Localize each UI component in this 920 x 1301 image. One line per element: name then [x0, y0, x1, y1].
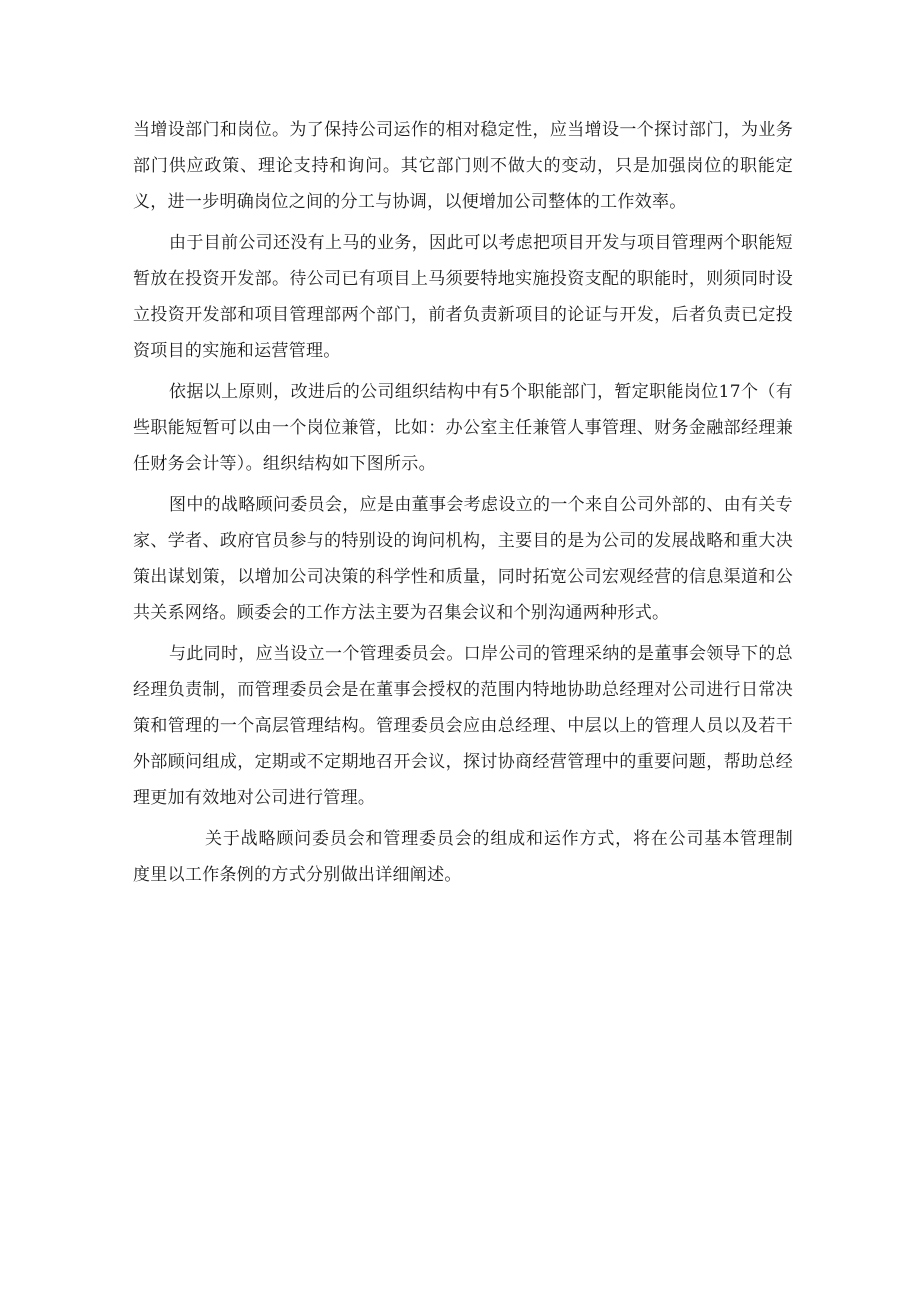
paragraph-continuation: 当增设部门和岗位。为了保持公司运作的相对稳定性，应当增设一个探讨部门，为业务部门供应政策、理论支持和询问。其它部门则不做大的变动，只是加强岗位的职能定义，进一步明确岗位之间的分工与协调，以便增加公司整体的工作效率。 [133, 120, 793, 212]
paragraph-org-structure: 依据以上原则，改进后的公司组织结构中有5个职能部门，暂定职能岗位17个（有些职能短暂可以由一个岗位兼管，比如：办公室主任兼管人事管理、财务金融部经理兼任财务会计等）。组织结构如下图所示。 [133, 382, 793, 474]
paragraph-project-development: 由于目前公司还没有上马的业务，因此可以考虑把项目开发与项目管理两个职能短暂放在投资开发部。待公司已有项目上马须要特地实施投资支配的职能时，则须同时设立投资开发部和项目管理部两个部门，前者负责新项目的论证与开发，后者负责已定投资项目的实施和运营管理。 [133, 233, 793, 361]
paragraph-closing: 关于战略顾问委员会和管理委员会的组成和运作方式，将在公司基本管理制度里以工作条例的方式分别做出详细阐述。 [133, 829, 793, 885]
paragraph-management-committee: 与此同时，应当设立一个管理委员会。口岸公司的管理采纳的是董事会领导下的总经理负责制，而管理委员会是在董事会授权的范围内特地协助总经理对公司进行日常决策和管理的一个高层管理结构。管理委员会应由总经理、中层以上的管理人员以及若干外部顾问组成，定期或不定期地召开会议，探讨协商经营管理中的重要问题，帮助总经理更加有效地对公司进行管理。 [133, 644, 793, 808]
paragraph-strategy-committee: 图中的战略顾问委员会，应是由董事会考虑设立的一个来自公司外部的、由有关专家、学者、政府官员参与的特别设的询问机构，主要目的是为公司的发展战略和重大决策出谋划策，以增加公司决策的科学性和质量，同时拓宽公司宏观经营的信息渠道和公共关系网络。顾委会的工作方法主要为召集会议和个别沟通两种形式。 [133, 495, 793, 623]
document-body [133, 112, 793, 898]
